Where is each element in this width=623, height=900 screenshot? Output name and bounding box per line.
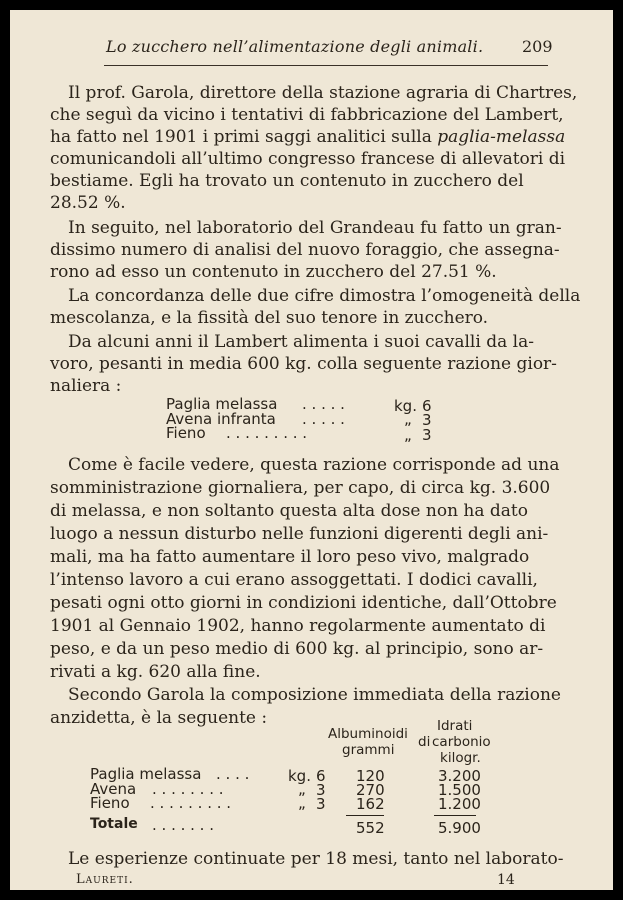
comp-row-name: Paglia melassa bbox=[90, 765, 202, 783]
total-rule-idr bbox=[434, 815, 476, 816]
comp-row-name: Fieno bbox=[90, 794, 130, 812]
comp-row-alb: 120 bbox=[356, 767, 385, 785]
text-line: che seguì da vicino i tentativi di fabbricazione del Lambert, bbox=[50, 105, 564, 125]
text-line: Da alcuni anni il Lambert alimenta i suoi cavalli da la- bbox=[68, 332, 534, 352]
book-page bbox=[10, 10, 613, 890]
text-line: Secondo Garola la composizione immediata della razione bbox=[68, 685, 561, 705]
text-line: mali, ma ha fatto aumentare il loro peso vivo, malgrado bbox=[50, 547, 530, 567]
header-rule bbox=[104, 65, 548, 66]
running-title: Lo zucchero nell’alimentazione degli animali. bbox=[106, 37, 484, 56]
comp-row-unit: „ bbox=[298, 780, 306, 798]
col-header-idrati: Idrati bbox=[437, 718, 473, 734]
col-header-carbonio: carbonio bbox=[432, 734, 491, 750]
comp-row-unit: „ bbox=[298, 794, 306, 812]
text-line: voro, pesanti in media 600 kg. colla seguente razione gior- bbox=[50, 354, 557, 374]
text-line: peso, e da un peso medio di 600 kg. al principio, sono ar- bbox=[50, 639, 544, 659]
text-span: ha fatto nel 1901 i primi saggi analitici sulla bbox=[50, 127, 432, 147]
comp-total-idr: 5.900 bbox=[438, 819, 481, 837]
text-line: dissimo numero di analisi del nuovo foraggio, che assegna- bbox=[50, 240, 560, 260]
text-line: 28.52 %. bbox=[50, 193, 126, 213]
text-line: l’intenso lavoro a cui erano assoggettati. I dodici cavalli, bbox=[50, 570, 538, 590]
text-line: di melassa, e non soltanto questa alta dose non ha dato bbox=[50, 501, 528, 521]
ration-name: Fieno bbox=[166, 424, 206, 442]
text-line: somministrazione giornaliera, per capo, di circa kg. 3.600 bbox=[50, 478, 551, 498]
total-rule-alb bbox=[346, 815, 384, 816]
ration-dots: . . . . . bbox=[302, 395, 345, 413]
col-header-di: di bbox=[418, 734, 431, 750]
text-line: mescolanza, e la fissità del suo tenore in zucchero. bbox=[50, 308, 489, 328]
text-line: In seguito, nel laboratorio del Grandeau fu fatto un gran- bbox=[68, 218, 562, 238]
comp-row-qty: 3 bbox=[316, 781, 326, 799]
comp-row-dots: . . . . bbox=[216, 765, 250, 783]
text-line: 1901 al Gennaio 1902, hanno regolarmente aumentato di bbox=[50, 616, 546, 636]
comp-total-dots: . . . . . . . bbox=[152, 816, 214, 834]
text-line: pesati ogni otto giorni in condizioni identiche, dall’Ottobre bbox=[50, 593, 557, 613]
ration-qty: 6 bbox=[422, 397, 432, 415]
comp-total-alb: 552 bbox=[356, 819, 385, 837]
comp-row-dots: . . . . . . . . bbox=[152, 780, 224, 798]
text-line: anzidetta, è la seguente : bbox=[50, 708, 268, 728]
comp-row-idr: 1.500 bbox=[438, 781, 481, 799]
signature-number: 14 bbox=[497, 872, 515, 888]
col-header-albuminoidi-unit: grammi bbox=[342, 742, 395, 758]
text-line: rono ad esso un contenuto in zucchero del 27.51 %. bbox=[50, 262, 497, 282]
ration-dots: . . . . . bbox=[302, 410, 345, 428]
text-line: Il prof. Garola, direttore della stazione agraria di Chartres, bbox=[68, 83, 578, 103]
text-line: naliera : bbox=[50, 376, 122, 396]
comp-row-qty: 6 bbox=[316, 767, 326, 785]
col-header-kilogr: kilogr. bbox=[440, 750, 481, 766]
ration-unit: „ bbox=[404, 426, 412, 444]
comp-row-idr: 3.200 bbox=[438, 767, 481, 785]
comp-row-dots: . . . . . . . . . bbox=[150, 794, 232, 812]
ration-unit: „ bbox=[404, 410, 412, 428]
ration-qty: 3 bbox=[422, 426, 432, 444]
text-line: bestiame. Egli ha trovato un contenuto in zucchero del bbox=[50, 171, 524, 191]
comp-row-name: Avena bbox=[90, 780, 137, 798]
text-line: Come è facile vedere, questa razione corrisponde ad una bbox=[68, 455, 560, 475]
comp-row-qty: 3 bbox=[316, 795, 326, 813]
text-line: comunicandoli all’ultimo congresso francese di allevatori di bbox=[50, 149, 566, 169]
comp-row-unit: kg. bbox=[288, 767, 311, 785]
comp-row-alb: 270 bbox=[356, 781, 385, 799]
col-header-albuminoidi: Albuminoidi bbox=[328, 726, 408, 742]
ration-name: Avena infranta bbox=[166, 410, 276, 428]
italic-term: paglia-melassa bbox=[437, 127, 566, 147]
ration-dots: . . . . . . . . . bbox=[226, 424, 308, 442]
page-number: 209 bbox=[522, 37, 553, 56]
text-line bbox=[50, 126, 565, 148]
text-line: La concordanza delle due cifre dimostra l’omogeneità della bbox=[68, 286, 581, 306]
ration-name: Paglia melassa bbox=[166, 395, 278, 413]
comp-row-idr: 1.200 bbox=[438, 795, 481, 813]
text-line: Le esperienze continuate per 18 mesi, tanto nel laborato- bbox=[68, 849, 564, 869]
ration-unit: kg. bbox=[394, 397, 417, 415]
ration-qty: 3 bbox=[422, 411, 432, 429]
comp-row-alb: 162 bbox=[356, 795, 385, 813]
signature-author: Laureti. bbox=[76, 872, 134, 887]
text-line: rivati a kg. 620 alla fine. bbox=[50, 662, 261, 682]
comp-total-name: Totale bbox=[90, 816, 138, 832]
text-line: luogo a nessun disturbo nelle funzioni digerenti degli ani- bbox=[50, 524, 549, 544]
